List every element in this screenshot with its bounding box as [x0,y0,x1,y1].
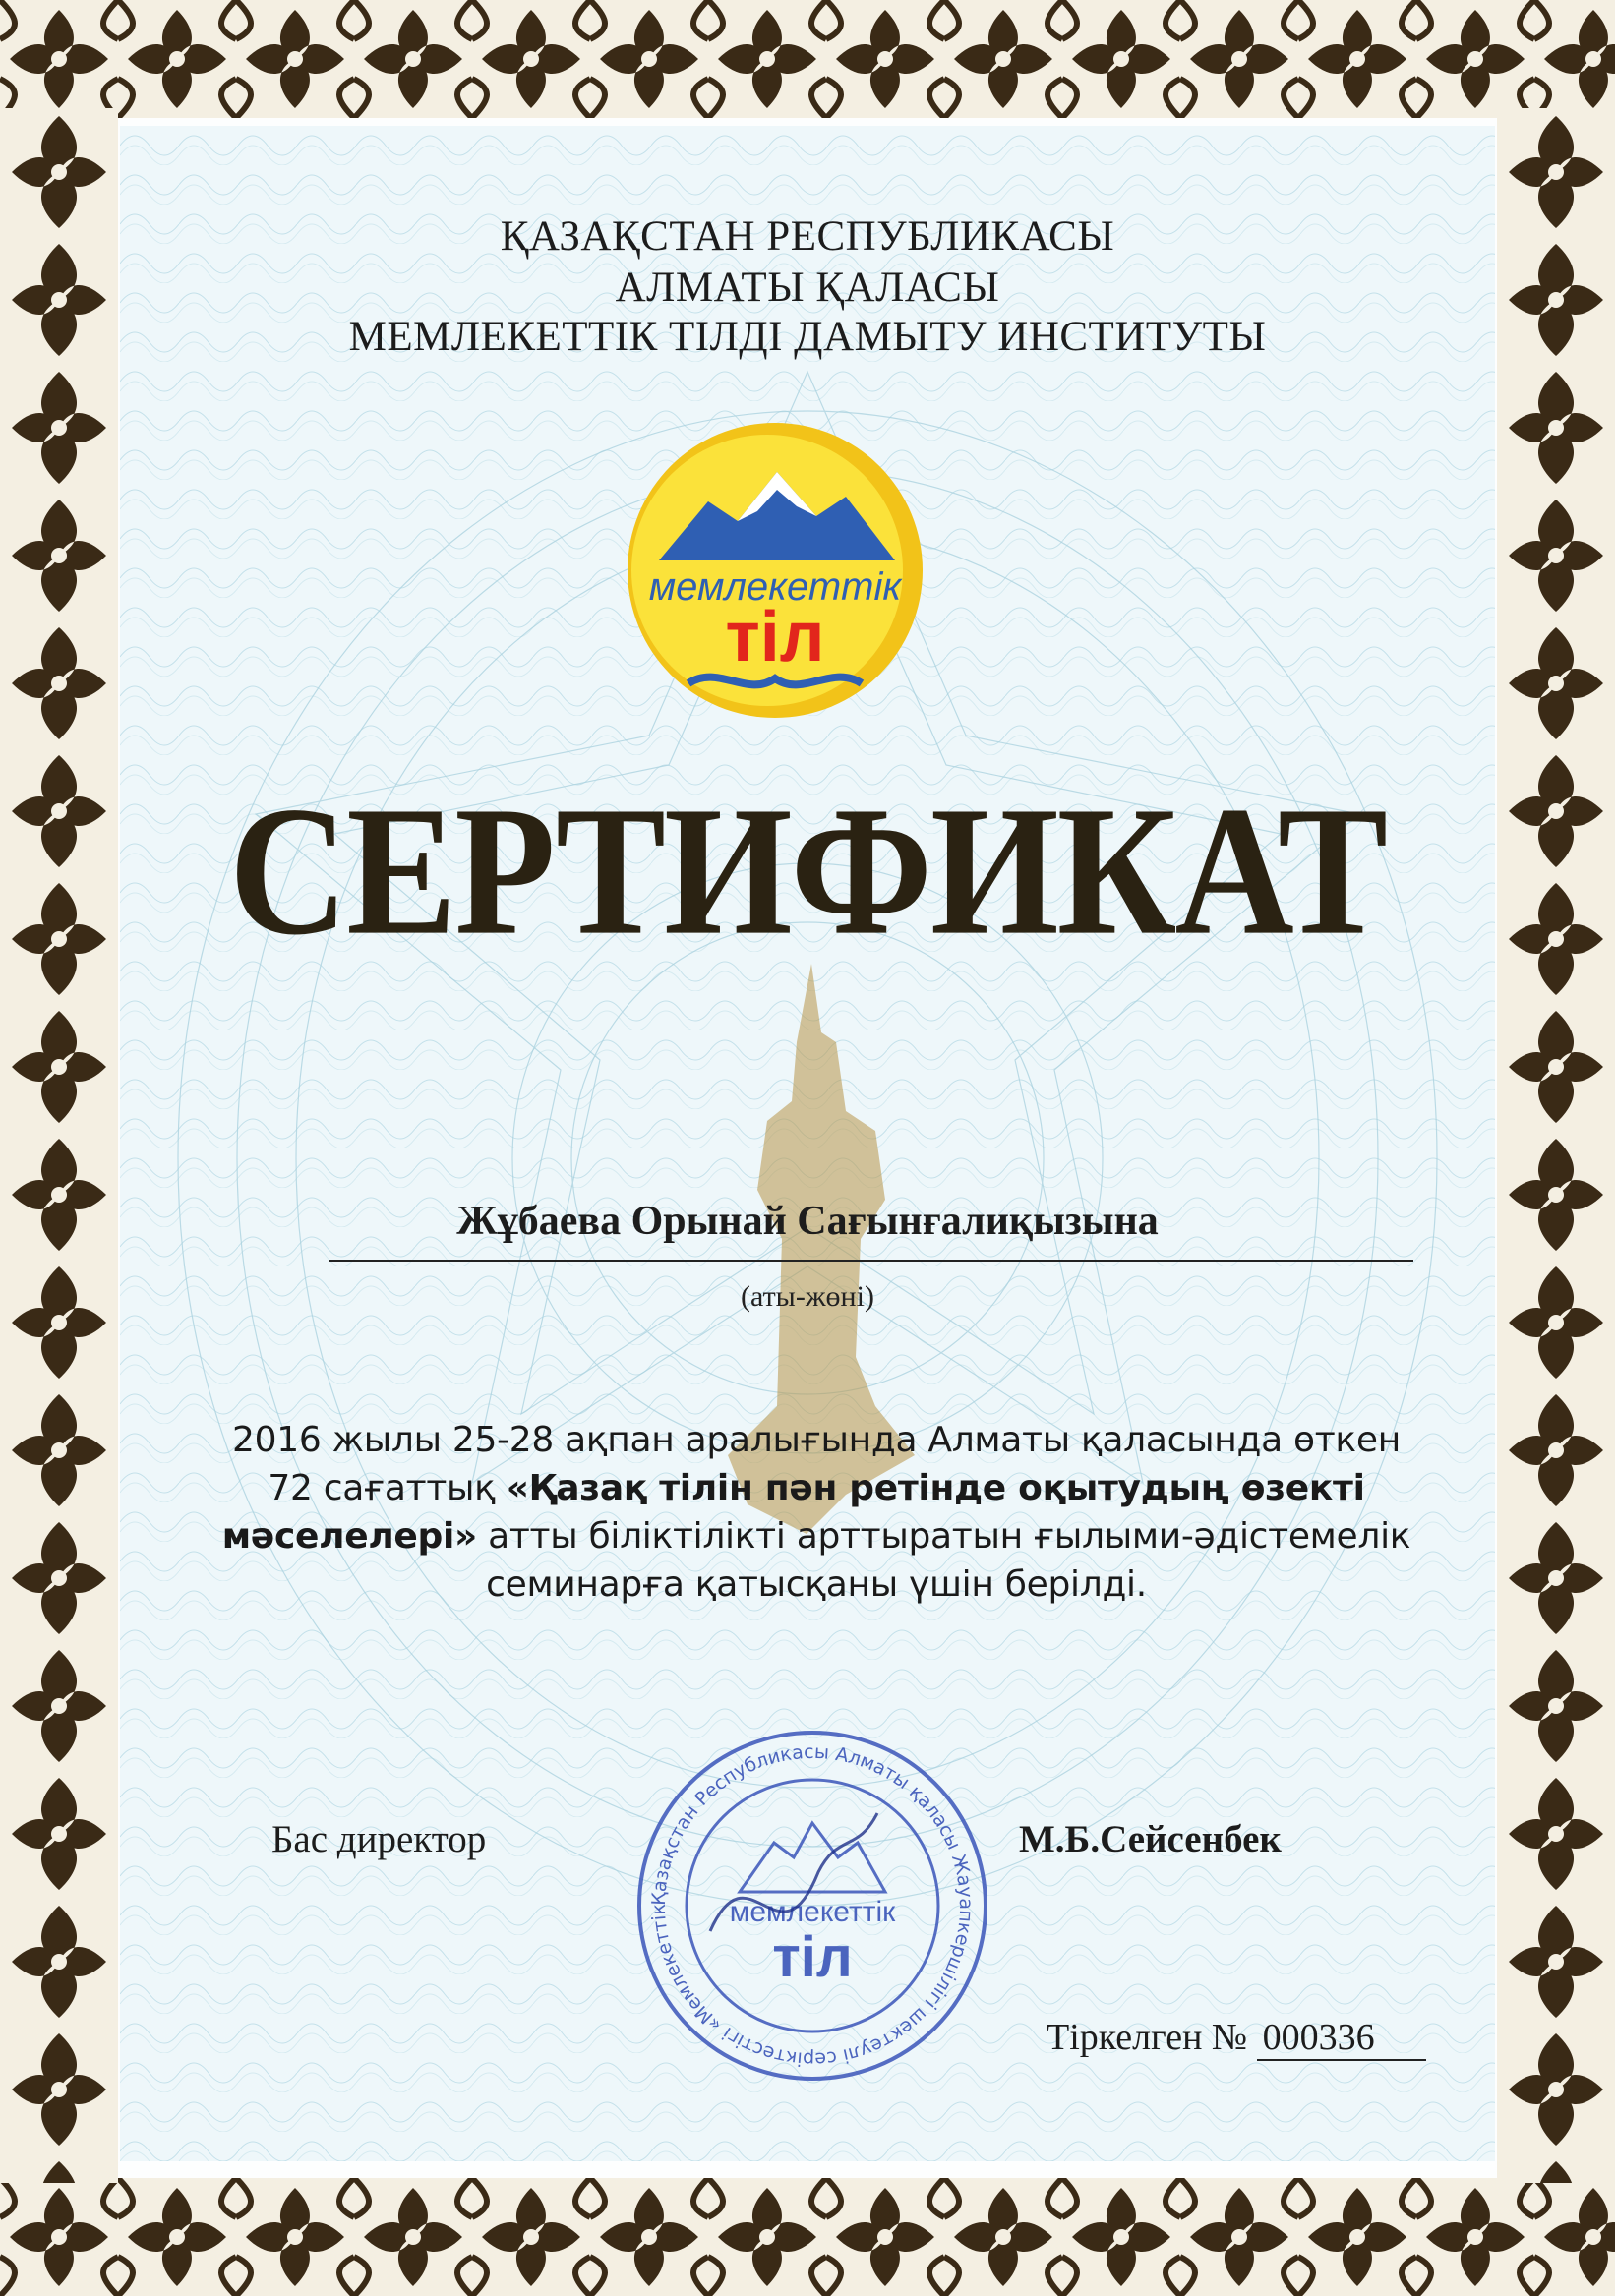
border-top [0,0,1615,118]
border-right [1497,108,1615,2183]
body-line-2 [207,1464,1426,1512]
logo-word-top: мемлекеттік [648,565,902,609]
registration [1047,2016,1426,2061]
stamp-inner-top: мемлекеттік [729,1896,896,1928]
signature-role: Бас директор [271,1818,487,1860]
issuer-line-1: ҚАЗАҚСТАН РЕСПУБЛИКАСЫ [500,213,1115,260]
border-left [0,108,118,2183]
kazakh-ornament-border-icon [0,0,1615,118]
border-bottom [0,2178,1615,2296]
kazakh-ornament-border-icon [0,2178,1615,2296]
stamp-inner-bottom: тіл [772,1925,853,1989]
certificate-title: СЕРТИФИКАТ [228,768,1387,974]
signature-name: М.Б.Сейсенбек [1019,1818,1282,1860]
stamp-ring-text: Қазақстан Республикасы Алматы қаласы Жауапкершілігі шектеулі серіктестігі «Мемлекеттік [647,1740,978,2071]
logo-word-bottom: тіл [725,598,825,677]
body-hours: 72 сағаттық [268,1468,507,1508]
name-underline [329,1260,1413,1262]
registration-label: Тіркелген № [1047,2017,1248,2058]
body-seminar-type: атты біліктілікті арттыратын ғылыми-әдістемелік [476,1516,1411,1557]
registration-number: 000336 [1257,2016,1426,2061]
kazakh-ornament-border-icon [0,108,118,2183]
recipient-caption: (аты-жөні) [741,1280,874,1313]
issuer-line-3: МЕМЛЕКЕТТІК ТІЛДІ ДАМЫТУ ИНСТИТУТЫ [348,314,1267,360]
body-line-1: 2016 жылы 25-28 ақпан аралығында Алматы қаласында өткен [232,1420,1401,1460]
memlekettik-til-logo-icon [620,413,930,728]
body-line-3 [207,1512,1426,1560]
recipient-name: Жұбаева Орынай Сағынғалиқызына [456,1199,1159,1244]
certificate-body [207,1416,1426,1609]
body-line-4: семинарға қатысқаны үшін берілді. [486,1564,1147,1605]
kazakh-ornament-border-icon [1497,108,1615,2183]
issuer-line-2: АЛМАТЫ ҚАЛАСЫ [615,265,1000,311]
course-title-part-1: «Қазақ тілін пән ретінде оқытудың өзекті [506,1468,1365,1508]
course-title-part-2: мәселелері» [221,1516,477,1557]
round-seal-stamp-icon [631,1725,993,2087]
